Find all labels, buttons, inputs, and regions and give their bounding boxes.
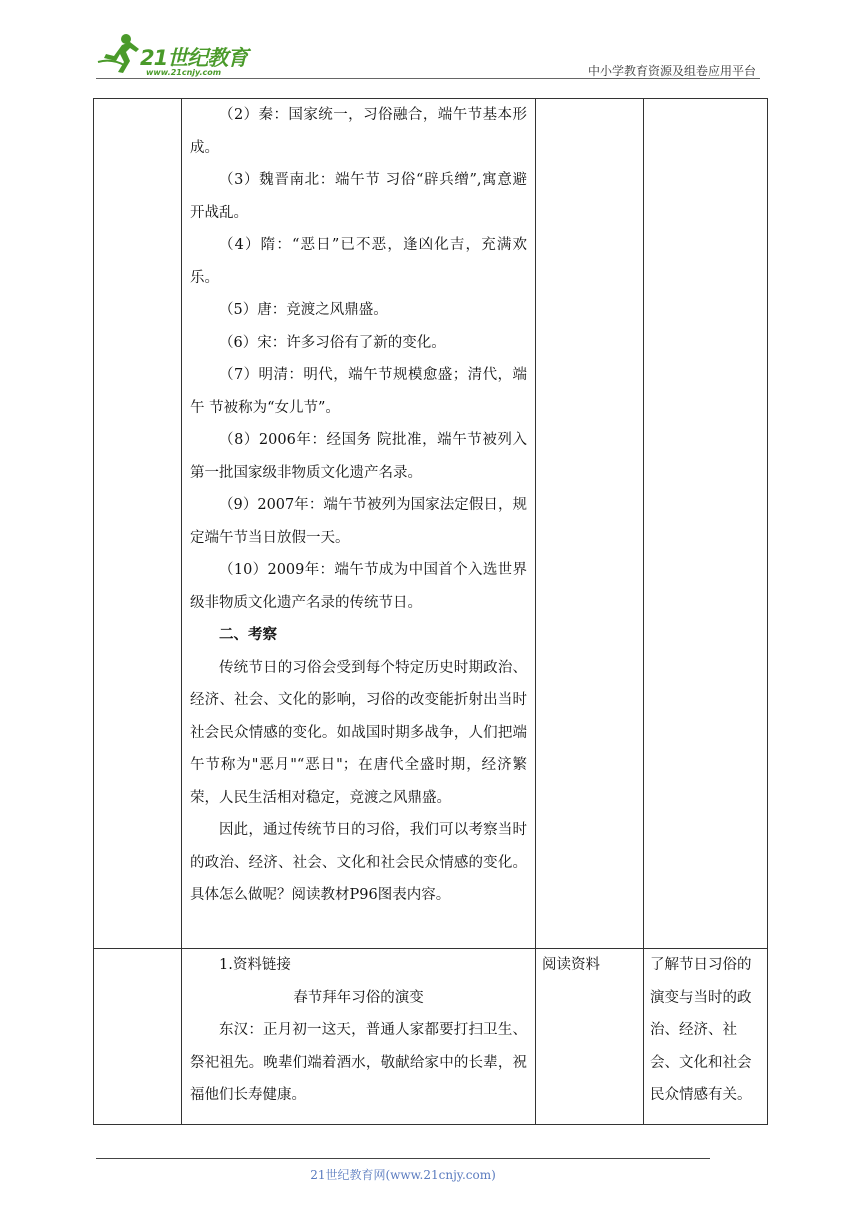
design-intent-cell: [644, 949, 768, 1125]
history-item-5: （5）唐：竞渡之风鼎盛。: [219, 302, 388, 318]
material-cell: [182, 949, 536, 1125]
history-item-7: （7）明清：明代，端午节规模愈盛；清代，端午 节被称为“女儿节”。: [190, 367, 527, 416]
history-item-3: （3）魏晋南北：端午节 习俗“辟兵缯”,寓意避 开战乱。: [190, 172, 527, 221]
history-item-9: （9）2007年：端午节被列为国家法定假日，规定端午节当日放假一天。: [190, 497, 527, 546]
paragraph: 传统节日的习俗会受到每个特定历史时期政治、经济、社会、文化的影响，习俗的改变能折射出当时社会民众情感的变化。如战国时期多战争，人们把端午节称为"恶月"“恶日"；在唐代全盛时期，经济繁荣，人民生活相对稳定，竞渡之风鼎盛。: [190, 659, 527, 806]
table-row: [94, 949, 768, 1125]
material-link-label: 1.资料链接: [219, 957, 291, 973]
lesson-table: [93, 98, 768, 1125]
student-activity-cell: [536, 949, 644, 1125]
logo-text: 21世纪教育: [140, 46, 248, 70]
page-header: [96, 28, 760, 78]
table-row: [94, 99, 768, 949]
logo-url: www.21cnjy.com: [146, 68, 222, 77]
material-title: 春节拜年习俗的演变: [293, 989, 424, 1006]
header-divider: [96, 78, 760, 79]
history-item-10: （10）2009年：端午节成为中国首个入选世界级非物质文化遗产名录的传统节日。: [190, 562, 527, 611]
empty-cell: [536, 99, 644, 949]
section-title: 二、考察: [219, 626, 277, 643]
platform-name: 中小学教育资源及组卷应用平台: [587, 64, 756, 78]
design-intent: 了解节日习俗的演变与当时的政治、经济、社会、文化和社会民众情感有关。: [650, 957, 752, 1103]
footer-divider: [96, 1158, 710, 1159]
empty-cell: [94, 99, 182, 949]
empty-cell: [94, 949, 182, 1125]
history-item-8: （8）2006年：经国务 院批准，端午节被列入第一批国家级非物质文化遗产名录。: [190, 432, 527, 481]
page-footer: 21世纪教育网(www.21cnjy.com): [310, 1168, 496, 1182]
site-logo: [96, 32, 266, 76]
runner-logo-icon: [96, 32, 142, 76]
student-activity: 阅读资料: [542, 957, 600, 973]
material-text: 东汉：正月初一这天，普通人家都要打扫卫生、祭祀祖先。晚辈们端着酒水，敬献给家中的长辈，祝福他们长寿健康。: [190, 1022, 527, 1103]
history-item-4: （4）隋：“恶日”已不恶，逢凶化吉，充满欢乐。: [190, 237, 527, 286]
teaching-content-cell: [182, 99, 536, 949]
history-item-2: （2）秦：国家统一，习俗融合，端午节基本形成。: [190, 107, 527, 156]
paragraph: 因此，通过传统节日的习俗，我们可以考察当时的政治、经济、社会、文化和社会民众情感的变化。具体怎么做呢？阅读教材P96图表内容。: [190, 822, 527, 903]
history-item-6: （6）宋：许多习俗有了新的变化。: [219, 334, 446, 351]
empty-cell: [644, 99, 768, 949]
